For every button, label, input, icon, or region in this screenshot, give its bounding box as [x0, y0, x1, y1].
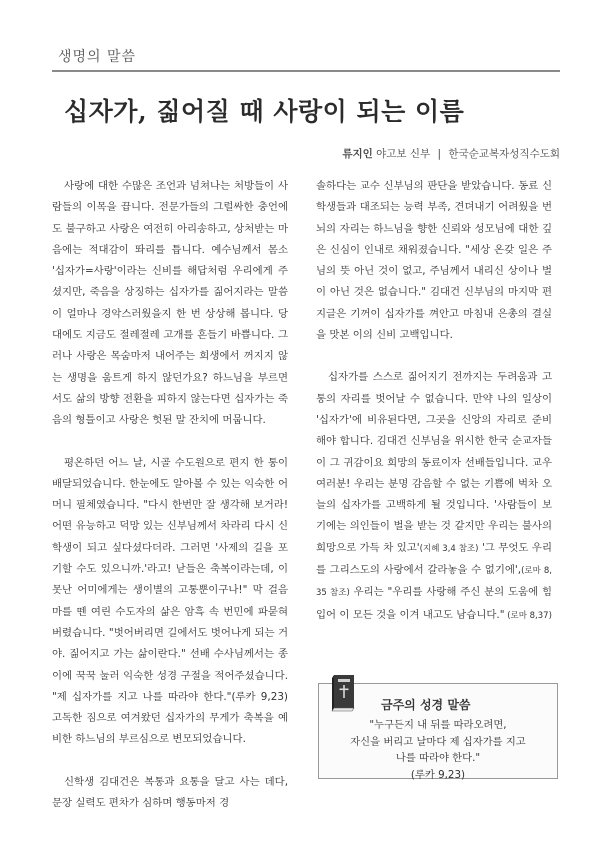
article-column-left: [52, 176, 288, 814]
weekly-scripture-box: [318, 683, 558, 779]
author-separator: |: [437, 148, 442, 160]
scripture-reference: (루카 9,23): [410, 768, 466, 781]
citation: (지혜 3,4 참조): [419, 543, 479, 554]
scripture-line: 자신을 버리고 날마다 제 십자가를 지고: [350, 735, 526, 748]
author-name: 류지인: [342, 148, 373, 160]
paragraph: 솔하다는 교수 신부님의 판단을 받았습니다. 동료 신학생들과 대조되는 능력 부족, 견뎌내기 어려웠을 번뇌의 자리는 하느님을 향한 신뢰와 성모님에 대한 깊은 신심이 인내로 채워졌습니다. "세상 온갖 일은 주님의 뜻 아닌 것이 없고, 주님께서 내리신 상이나 벌이 아닌 것은 없습니다." 김대건 신부님의 마지막 편지글은 기꺼이 십자가를 껴안고 마침내 은총의 결실을 맛본 이의 신비 고백입니다.: [316, 180, 552, 342]
paragraph-text: 십자가를 스스로 짊어지기 전까지는 두려움과 고통의 자리를 벗어날 수 없습니다. 만약 나의 일상이 '십자가'에 비유된다면, 그곳을 신앙의 자리로 준비해야 합니다. 김대건 신부님을 위시한 한국 순교자들이 그 귀감이요 희망의 동료이자 선배들입니다. 교우 여러분! 우리는 분명 감음할 수 없는 기쁨에 벅차 오늘의 십자가를 고백하게 될 것입니다. '사람들이 보기에는 의인들이 벌을 받는 것 같지만 우리는 불사의 희망으로 가득 차 있고': [316, 371, 552, 554]
author-role: 야고보 신부: [376, 148, 431, 160]
paragraph: 사랑에 대한 수많은 조언과 넘쳐나는 처방들이 사람들의 이목을 끕니다. 전문가들의 그럴싸한 충언에도 불구하고 사랑은 여전히 아리송하고, 상처받는 마음에는 적대감이 똬리를 틉니다. 예수님께서 몸소 '십자가=사랑'이라는 신비를 해답처럼 우리에게 주셨지만, 죽음을 상징하는 십자가를 짊어지라는 말씀이 얼마나 경악스러웠을지 한 번 상상해 봅니다. 당대에도 지금도 절레절레 고개를 흔들기 바쁩니다. 그러나 사랑은 목숨마저 내어주는 희생에서 꺼지지 않는 생명을 움트게 하지 않던가요? 하느님을 부르면서도 삶의 방향 전환을 피하지 않는다면 십자가는 죽음의 형틀이고 사랑은 헛된 말 잔치에 머뭅니다.: [52, 180, 288, 427]
article-title: 십자가, 짊어질 때 사랑이 되는 이름: [64, 97, 465, 126]
paragraph: [316, 367, 552, 627]
author-org: 한국순교복자성직수도회: [448, 148, 560, 160]
scripture-line: "누구든지 내 뒤를 따라오려면,: [369, 719, 507, 731]
section-label: 생명의 말씀: [58, 49, 137, 65]
paragraph: 신학생 김대건은 복통과 요통을 달고 사는 데다, 문장 실력도 편차가 심하며 행동마저 경: [52, 775, 288, 810]
author-line: [342, 146, 560, 161]
bible-icon: [329, 672, 359, 712]
top-divider: [52, 70, 560, 72]
paragraph-text: '그 무엇도 우리를 그리스도의 사랑에서 갈라놓을 수 없기에',: [316, 541, 552, 577]
citation: (로마 8,35 참조): [316, 566, 552, 599]
article-column-right: [316, 176, 552, 627]
paragraph: 평온하던 어느 날, 시골 수도원으로 편지 한 통이 배달되었습니다. 한눈에도 알아볼 수 있는 익숙한 어머니 필체였습니다. "다시 한번만 잘 생각해 보거라! 어떤 유능하고 덕망 있는 신부님께서 차라리 다시 신학생이 되고 싶다셨다더라. 그러면 '사제의 길을 포기할 수도 있으니까.'라고! 낟들은 축복이라는데, 이 못난 어미에게는 생이별의 고통뿐이구나!" 막 걸음마를 뗀 여린 수도자의 삶은 암흑 속 번민에 파묻혀버렸습니다. "벗어버리면 길에서도 벗어나게 되는 거야. 짊어지고 가는 삶이란다." 선배 수사님께서는 종이에 꾹꾹 눌러 익숙한 성경 구절을 적어주셨습니다. "제 십자가를 지고 나를 따라야 한다."(루카 9,23) 고독한 짐으로 여겨왔던 십자가의 무게가 축복을 예비한 하느님의 부르심으로 변모되었습니다.: [52, 456, 288, 746]
scripture-title: 금주의 성경 말씀: [381, 698, 471, 712]
scripture-line: 나를 따라야 한다.": [395, 752, 481, 764]
citation: (로마 8,37): [504, 610, 552, 621]
scripture-text: [319, 717, 557, 783]
paragraph-text: 우리는 "우리를 사랑해 주신 분의 도움에 힘입어 이 모든 것을 이겨 내고도 남습니다.": [316, 586, 552, 621]
